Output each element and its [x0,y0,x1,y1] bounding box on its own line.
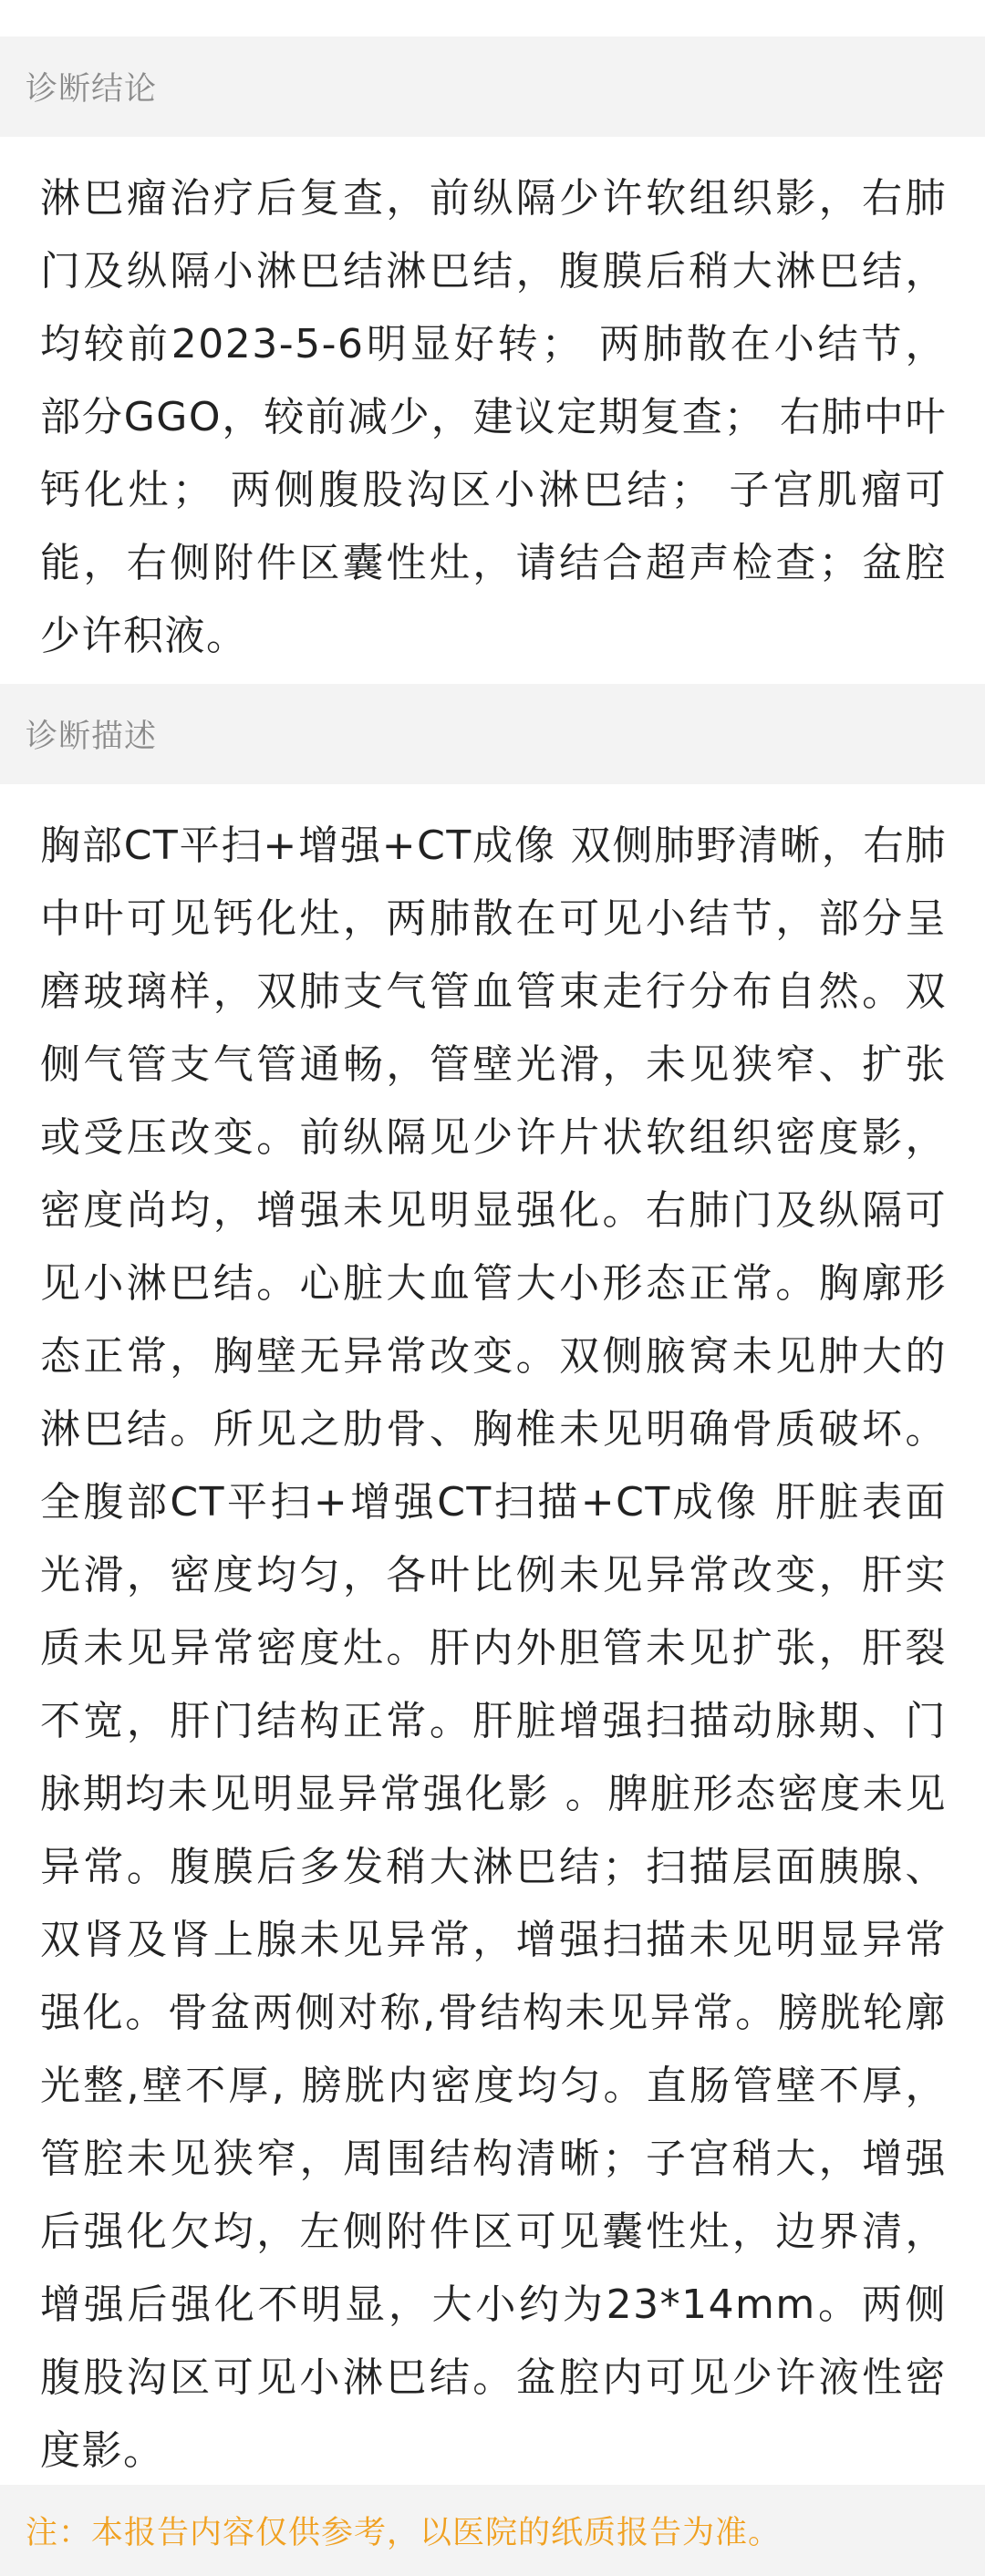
description-title: 诊断描述 [26,719,158,755]
top-strip [0,0,985,36]
disclaimer-footer [0,2485,985,2576]
conclusion-text: 淋巴瘤治疗后复查，前纵隔少许软组织影，右肺门及纵隔小淋巴结淋巴结，腹膜后稍大淋巴结，均较前2023-5-6明显好转； 两肺散在小结节，部分GGO，较前减少，建议定期复查； 右肺中叶钙化灶； 两侧腹股沟区小淋巴结； 子宫肌瘤可能，右侧附件区囊性灶，请结合超声检查；盆腔少许积液。 [40,175,947,659]
description-body [0,784,985,2485]
disclaimer-note: 注：本报告内容仅供参考，以医院的纸质报告为准。 [26,2515,782,2551]
conclusion-body [0,137,985,684]
conclusion-header [0,36,985,137]
description-text: 胸部CT平扫+增强+CT成像 双侧肺野清晰，右肺中叶可见钙化灶，两肺散在可见小结节，部分呈磨玻璃样，双肺支气管血管束走行分布自然。双侧气管支气管通畅，管壁光滑，未见狭窄、扩张或受压改变。前纵隔见少许片状软组织密度影，密度尚均，增强未见明显强化。右肺门及纵隔可见小淋巴结。心脏大血管大小形态正常。胸廓形态正常，胸壁无异常改变。双侧腋窝未见肿大的淋巴结。所见之肋骨、胸椎未见明确骨质破坏。全腹部CT平扫+增强CT扫描+CT成像 肝脏表面光滑，密度均匀，各叶比例未见异常改变，肝实质未见异常密度灶。肝内外胆管未见扩张，肝裂不宽，肝门结构正常。肝脏增强扫描动脉期、门脉期均未见明显异常强化影 。脾脏形态密度未见异常。腹膜后多发稍大淋巴结；扫描层面胰腺、双肾及肾上腺未见异常，增强扫描未见明显异常强化。骨盆两侧对称,骨结构未见异常。膀胱轮廓光整,壁不厚, 膀胱内密度均匀。直肠管壁不厚，管腔未见狭窄，周围结构清晰；子宫稍大，增强后强化欠均，左侧附件区可见囊性灶，边界清，增强后强化不明显，大小约为23*14mm。两侧腹股沟区可见小淋巴结。盆腔内可见少许液性密度影。 [40,822,948,2474]
description-header [0,684,985,784]
conclusion-title: 诊断结论 [26,71,158,108]
